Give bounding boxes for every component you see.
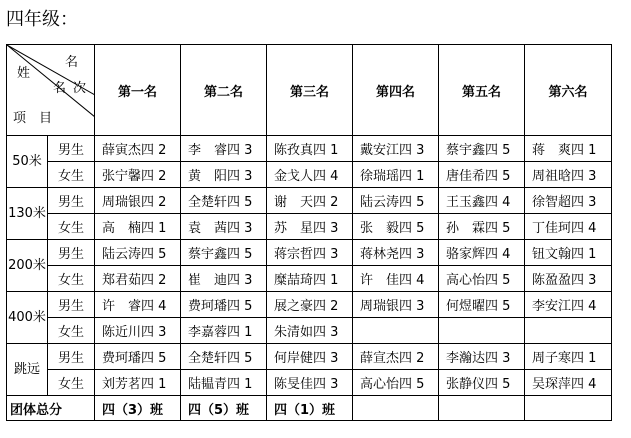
result-cell: 戴安江四 3	[353, 136, 439, 162]
result-cell: 糜喆琦四 1	[267, 266, 353, 292]
result-cell: 袁 茜四 3	[181, 214, 267, 240]
totals-cell: 四（3）班	[95, 396, 181, 421]
gender-cell: 男生	[48, 188, 95, 214]
result-cell: 徐智超四 3	[525, 188, 612, 214]
result-cell: 吴琛萍四 4	[525, 370, 612, 396]
table-row	[7, 188, 612, 214]
result-cell: 周瑞银四 2	[95, 188, 181, 214]
result-cell: 陈盈盈四 3	[525, 266, 612, 292]
table-row	[7, 162, 612, 188]
event-name-cell: 400米	[7, 292, 48, 344]
result-cell: 许 睿四 4	[95, 292, 181, 318]
table-row	[7, 292, 612, 318]
gender-cell: 男生	[48, 344, 95, 370]
result-cell: 薛宣杰四 2	[353, 344, 439, 370]
table-row	[7, 214, 612, 240]
result-cell: 展之豪四 2	[267, 292, 353, 318]
result-cell: 陈旻佳四 3	[267, 370, 353, 396]
header-rank-1: 第一名	[95, 45, 181, 136]
header-rank-3: 第三名	[267, 45, 353, 136]
result-cell: 骆家辉四 4	[439, 240, 525, 266]
result-cell: 陈近川四 3	[95, 318, 181, 344]
result-cell: 李安江四 4	[525, 292, 612, 318]
result-cell: 金戈人四 4	[267, 162, 353, 188]
result-cell: 周子寒四 1	[525, 344, 612, 370]
result-cell: 苏 星四 3	[267, 214, 353, 240]
result-cell: 张静仪四 5	[439, 370, 525, 396]
table-row	[7, 344, 612, 370]
header-row	[7, 45, 612, 136]
page-title: 四年级：	[6, 9, 78, 30]
header-rank-5: 第五名	[439, 45, 525, 136]
gender-cell: 女生	[48, 318, 95, 344]
result-cell: 许 佳四 4	[353, 266, 439, 292]
event-name-cell: 50米	[7, 136, 48, 188]
result-cell: 费珂璠四 5	[95, 344, 181, 370]
result-cell: 崔 迪四 3	[181, 266, 267, 292]
result-cell: 蔡宇鑫四 5	[181, 240, 267, 266]
header-rank-4: 第四名	[353, 45, 439, 136]
table-row	[7, 240, 612, 266]
result-cell: 高 楠四 1	[95, 214, 181, 240]
result-cell: 郑君茹四 2	[95, 266, 181, 292]
result-cell: 陆韫青四 1	[181, 370, 267, 396]
result-cell: 周祖晗四 3	[525, 162, 612, 188]
result-cell: 蒋宗哲四 3	[267, 240, 353, 266]
result-cell: 蒋林尧四 3	[353, 240, 439, 266]
totals-label: 团体总分	[7, 396, 95, 421]
gender-cell: 男生	[48, 136, 95, 162]
corner-label-ming: 名	[65, 55, 79, 70]
result-cell: 何煜曜四 5	[439, 292, 525, 318]
result-cell: 高心怡四 5	[353, 370, 439, 396]
corner-label-ci: 次	[73, 81, 87, 96]
gender-cell: 女生	[48, 370, 95, 396]
table-row	[7, 370, 612, 396]
totals-cell	[439, 396, 525, 421]
header-corner-cell	[7, 45, 95, 136]
result-cell: 王玉鑫四 4	[439, 188, 525, 214]
result-cell: 张 毅四 5	[353, 214, 439, 240]
result-cell: 蒋 爽四 1	[525, 136, 612, 162]
table-row	[7, 136, 612, 162]
result-cell: 全楚轩四 5	[181, 344, 267, 370]
totals-cell: 四（1）班	[267, 396, 353, 421]
event-name-cell: 200米	[7, 240, 48, 292]
result-cell: 李 睿四 3	[181, 136, 267, 162]
result-cell: 蔡宇鑫四 5	[439, 136, 525, 162]
result-cell: 张宁馨四 2	[95, 162, 181, 188]
result-cell: 钮文翰四 1	[525, 240, 612, 266]
result-cell: 朱清如四 3	[267, 318, 353, 344]
header-rank-6: 第六名	[525, 45, 612, 136]
result-cell: 刘芳茗四 1	[95, 370, 181, 396]
result-cell: 陆云涛四 5	[95, 240, 181, 266]
result-cell	[439, 318, 525, 344]
corner-label-xiangmu: 项 目	[13, 111, 53, 126]
result-cell: 全楚轩四 5	[181, 188, 267, 214]
result-cell: 陈孜真四 1	[267, 136, 353, 162]
result-cell: 费珂璠四 5	[181, 292, 267, 318]
result-cell: 何岸健四 3	[267, 344, 353, 370]
result-cell: 孙 霖四 5	[439, 214, 525, 240]
gender-cell: 女生	[48, 266, 95, 292]
result-cell: 周瑞银四 3	[353, 292, 439, 318]
result-cell: 黄 阳四 3	[181, 162, 267, 188]
result-cell: 谢 天四 2	[267, 188, 353, 214]
totals-cell	[353, 396, 439, 421]
totals-row	[7, 396, 612, 421]
result-cell	[353, 318, 439, 344]
event-name-cell: 130米	[7, 188, 48, 240]
result-cell: 李嘉蓉四 1	[181, 318, 267, 344]
corner-label-ming2: 名	[53, 81, 67, 96]
result-cell: 徐瑞瑶四 1	[353, 162, 439, 188]
corner-label-xing: 姓	[17, 66, 31, 81]
result-cell: 丁佳珂四 4	[525, 214, 612, 240]
result-cell: 唐佳希四 5	[439, 162, 525, 188]
totals-cell: 四（5）班	[181, 396, 267, 421]
event-name-cell: 跳远	[7, 344, 48, 396]
results-table	[6, 44, 612, 421]
result-cell: 薛寅杰四 2	[95, 136, 181, 162]
table-row	[7, 266, 612, 292]
result-cell: 高心怡四 5	[439, 266, 525, 292]
result-cell: 李瀚达四 3	[439, 344, 525, 370]
gender-cell: 女生	[48, 214, 95, 240]
gender-cell: 男生	[48, 292, 95, 318]
table-row	[7, 318, 612, 344]
gender-cell: 男生	[48, 240, 95, 266]
result-cell	[525, 318, 612, 344]
result-cell: 陆云涛四 5	[353, 188, 439, 214]
header-rank-2: 第二名	[181, 45, 267, 136]
gender-cell: 女生	[48, 162, 95, 188]
totals-cell	[525, 396, 612, 421]
